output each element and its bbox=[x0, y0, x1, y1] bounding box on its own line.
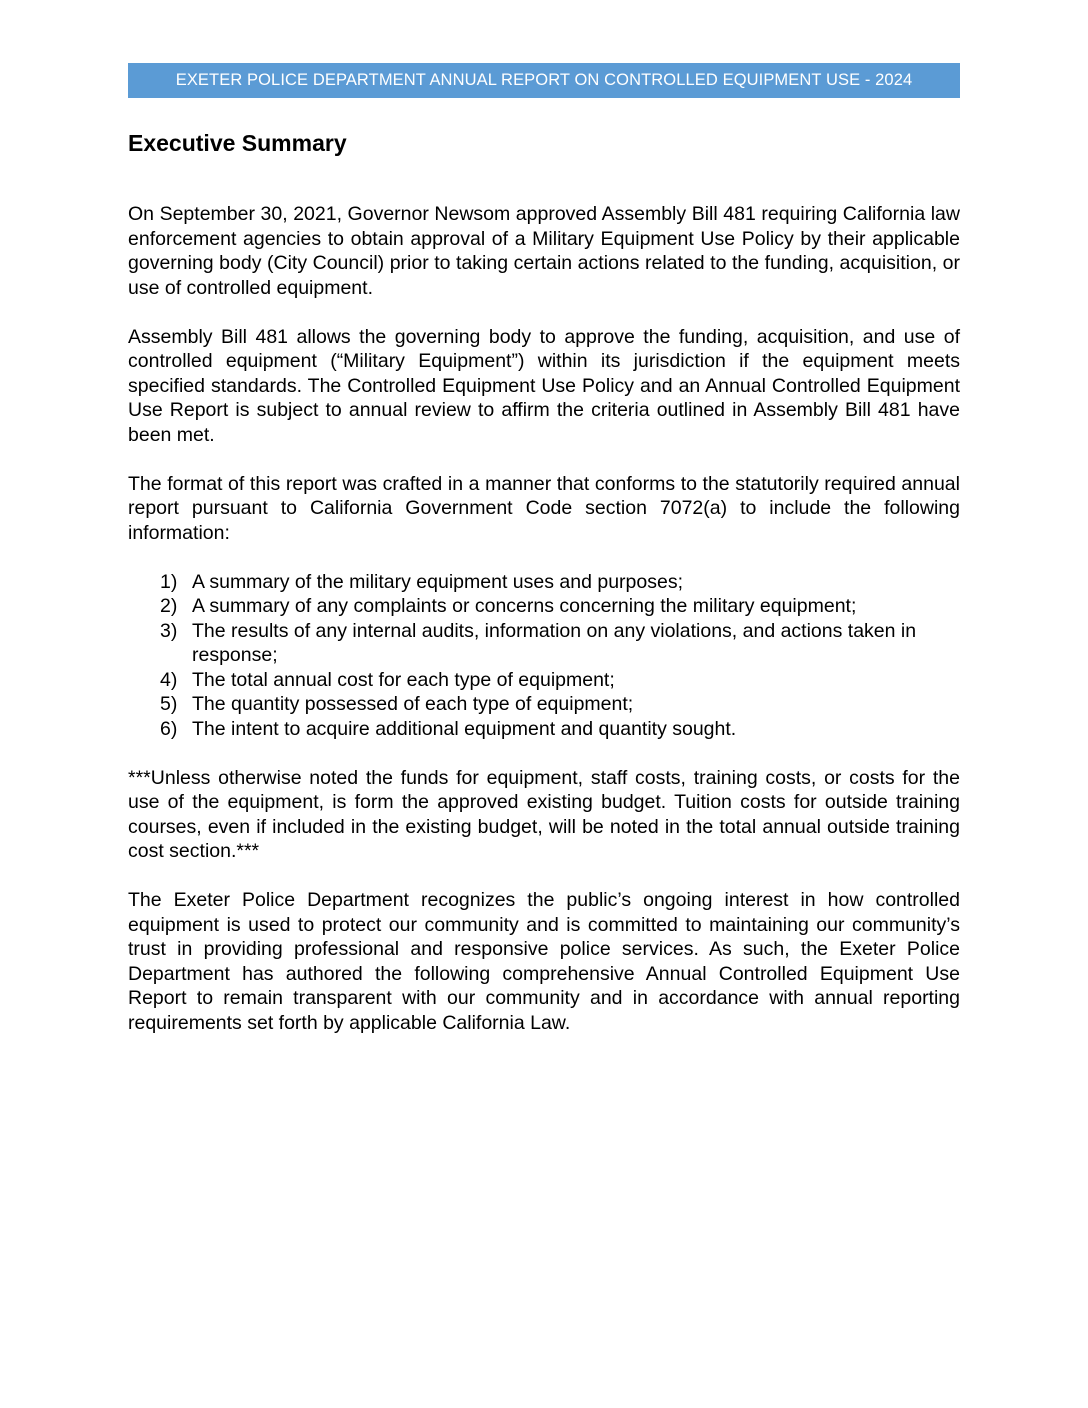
paragraph-report-format: The format of this report was crafted in a manner that conforms to the statutorily required annual report pursuant to California Government Code section 7072(a) to include the following information: bbox=[128, 472, 960, 544]
list-item-text: The quantity possessed of each type of equipment; bbox=[192, 693, 634, 715]
paragraph-ab481-approval: On September 30, 2021, Governor Newsom approved Assembly Bill 481 requiring California law enforcement agencies to obtain approval of a Military Equipment Use Policy by their applicable governing body (City Council) prior to taking certain actions related to the funding, acquisition, or use of controlled equipment. bbox=[128, 203, 960, 299]
report-header-banner bbox=[128, 63, 960, 98]
list-item bbox=[128, 692, 960, 717]
required-information-list bbox=[128, 570, 960, 742]
list-item-number: 4) bbox=[160, 668, 178, 691]
list-item bbox=[128, 619, 960, 668]
list-item-text: The intent to acquire additional equipment and quantity sought. bbox=[192, 717, 737, 740]
document-body bbox=[128, 202, 960, 1035]
list-item bbox=[128, 570, 960, 595]
section-title: Executive Summary bbox=[128, 130, 347, 156]
list-item-number: 2) bbox=[160, 595, 178, 617]
document-page bbox=[128, 63, 960, 1060]
list-item-text: A summary of any complaints or concerns concerning the military equipment; bbox=[192, 595, 857, 617]
list-item-text: The total annual cost for each type of equipment; bbox=[192, 668, 615, 691]
list-item bbox=[128, 594, 960, 619]
list-item-number: 3) bbox=[160, 619, 178, 642]
paragraph-governing-body: Assembly Bill 481 allows the governing body to approve the funding, acquisition, and use of controlled equipment (“Military Equipment”) within its jurisdiction if the equipment meets specified standards. The Controlled Equipment Use Policy and an Annual Controlled Equipment Use Report is subject to annual review to affirm the criteria outlined in Assembly Bill 481 have been met. bbox=[128, 325, 960, 446]
list-item-number: 5) bbox=[160, 693, 178, 715]
report-header-text: EXETER POLICE DEPARTMENT ANNUAL REPORT ON CONTROLLED EQUIPMENT USE - 2024 bbox=[175, 71, 913, 89]
list-item bbox=[128, 668, 960, 693]
list-item-text: The results of any internal audits, information on any violations, and actions taken in response; bbox=[192, 619, 917, 666]
list-item bbox=[128, 717, 960, 742]
paragraph-department-commitment: The Exeter Police Department recognizes the public’s ongoing interest in how controlled equipment is used to protect our community and is committed to maintaining our community’s trust in providing professional and responsive police services. As such, the Exeter Police Department has authored the following comprehensive Annual Controlled Equipment Use Report to remain transparent with our community and in accordance with annual reporting requirements set forth by applicable California Law. bbox=[128, 889, 960, 1034]
list-item-text: A summary of the military equipment uses and purposes; bbox=[192, 570, 683, 593]
list-item-number: 6) bbox=[160, 717, 178, 740]
paragraph-funding-note: ***Unless otherwise noted the funds for equipment, staff costs, training costs, or costs for the use of the equipment, is form the approved existing budget. Tuition costs for outside training courses, even if included in the existing budget, will be noted in the total annual outside training cost section.*** bbox=[128, 766, 960, 862]
list-item-number: 1) bbox=[160, 570, 178, 593]
